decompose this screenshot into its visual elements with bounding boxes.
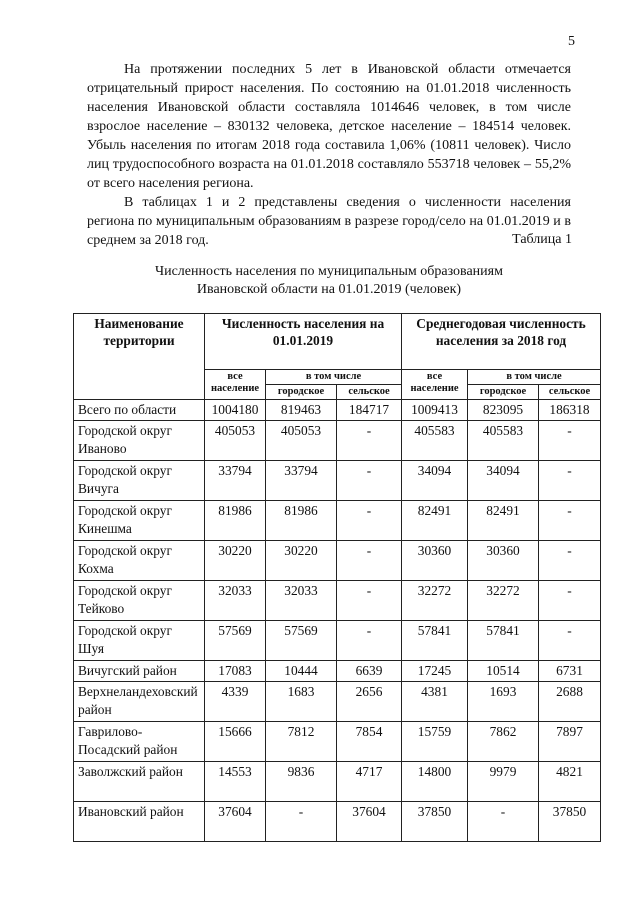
- territory-name-cell: Всего по области: [74, 400, 205, 421]
- value-cell-v3: -: [337, 461, 402, 501]
- value-cell-v3: 37604: [337, 802, 402, 842]
- value-cell-v1: 4339: [205, 682, 266, 722]
- value-cell-v2: 9836: [266, 762, 337, 802]
- value-cell-v4: 82491: [402, 501, 468, 541]
- value-cell-v4: 32272: [402, 581, 468, 621]
- table-row: [74, 461, 601, 501]
- value-cell-v1: 30220: [205, 541, 266, 581]
- value-cell-v4: 1009413: [402, 400, 468, 421]
- value-cell-v2: 7812: [266, 722, 337, 762]
- header-urban-2018: городское: [468, 385, 539, 400]
- value-cell-v6: 2688: [539, 682, 601, 722]
- value-cell-v3: 2656: [337, 682, 402, 722]
- value-cell-v4: 17245: [402, 661, 468, 682]
- value-cell-v5: -: [468, 802, 539, 842]
- territory-name-cell: Городской округ Шуя: [74, 621, 205, 661]
- table-row: [74, 400, 601, 421]
- territory-name-cell: Вичугский район: [74, 661, 205, 682]
- table-row: [74, 682, 601, 722]
- territory-name-cell: Городской округ Иваново: [74, 421, 205, 461]
- value-cell-v1: 405053: [205, 421, 266, 461]
- table-row: [74, 802, 601, 842]
- table-row: [74, 722, 601, 762]
- value-cell-v6: 4821: [539, 762, 601, 802]
- value-cell-v2: -: [266, 802, 337, 842]
- value-cell-v1: 1004180: [205, 400, 266, 421]
- value-cell-v6: -: [539, 541, 601, 581]
- population-table: [73, 313, 601, 842]
- value-cell-v6: 6731: [539, 661, 601, 682]
- header-average-2018: Среднегодовая численность населения за 2018 год: [402, 314, 601, 370]
- territory-name-cell: Заволжский район: [74, 762, 205, 802]
- value-cell-v6: -: [539, 421, 601, 461]
- value-cell-v5: 34094: [468, 461, 539, 501]
- value-cell-v6: -: [539, 621, 601, 661]
- table-row: [74, 581, 601, 621]
- value-cell-v1: 15666: [205, 722, 266, 762]
- territory-name-cell: Верхнеландеховский район: [74, 682, 205, 722]
- value-cell-v2: 1683: [266, 682, 337, 722]
- table-row: [74, 661, 601, 682]
- header-including-2018: в том числе: [468, 370, 601, 385]
- value-cell-v5: 823095: [468, 400, 539, 421]
- header-territory-name: Наименование территории: [74, 314, 205, 400]
- table-label: Таблица 1: [512, 232, 572, 247]
- table-row: [74, 621, 601, 661]
- value-cell-v5: 10514: [468, 661, 539, 682]
- value-cell-v2: 30220: [266, 541, 337, 581]
- table-row: [74, 541, 601, 581]
- value-cell-v2: 57569: [266, 621, 337, 661]
- value-cell-v6: 186318: [539, 400, 601, 421]
- territory-name-cell: Ивановский район: [74, 802, 205, 842]
- value-cell-v3: -: [337, 501, 402, 541]
- value-cell-v4: 14800: [402, 762, 468, 802]
- value-cell-v4: 405583: [402, 421, 468, 461]
- table-caption-line-1: Численность населения по муниципальным образованиям: [155, 264, 503, 279]
- header-all-population-2019: все население: [205, 370, 266, 400]
- value-cell-v6: -: [539, 461, 601, 501]
- value-cell-v2: 405053: [266, 421, 337, 461]
- territory-name-cell: Городской округ Кохма: [74, 541, 205, 581]
- value-cell-v4: 15759: [402, 722, 468, 762]
- header-population-2019: Численность населения на 01.01.2019: [205, 314, 402, 370]
- table-row: [74, 421, 601, 461]
- value-cell-v1: 17083: [205, 661, 266, 682]
- table-row: [74, 762, 601, 802]
- value-cell-v1: 81986: [205, 501, 266, 541]
- paragraph-population-decline: На протяжении последних 5 лет в Ивановской области отмечается отрицательный прирост населения. По состоянию на 01.01.2018 численность населения Ивановской области составляла 1014646 человек, в том числе взрослое население – 830132 человека, детское население – 184514 человек. Убыль населения по итогам 2018 года составила 1,06% (10811 человек). Число лиц трудоспособного возраста на 01.01.2018 составляло 553718 человек – 55,2% от всего населения региона.: [87, 62, 571, 191]
- value-cell-v1: 33794: [205, 461, 266, 501]
- value-cell-v4: 4381: [402, 682, 468, 722]
- value-cell-v6: 37850: [539, 802, 601, 842]
- value-cell-v6: -: [539, 581, 601, 621]
- value-cell-v1: 32033: [205, 581, 266, 621]
- value-cell-v5: 32272: [468, 581, 539, 621]
- value-cell-v4: 34094: [402, 461, 468, 501]
- value-cell-v2: 819463: [266, 400, 337, 421]
- value-cell-v5: 57841: [468, 621, 539, 661]
- value-cell-v3: 4717: [337, 762, 402, 802]
- value-cell-v3: 6639: [337, 661, 402, 682]
- value-cell-v1: 57569: [205, 621, 266, 661]
- paragraph-tables-intro: В таблицах 1 и 2 представлены сведения о численности населения региона по муниципальным образованиям в разрезе город/село на 01.01.2019 и в среднем за 2018 год.: [87, 195, 571, 248]
- value-cell-v6: 7897: [539, 722, 601, 762]
- value-cell-v3: -: [337, 541, 402, 581]
- value-cell-v3: 184717: [337, 400, 402, 421]
- value-cell-v4: 30360: [402, 541, 468, 581]
- header-urban-2019: городское: [266, 385, 337, 400]
- value-cell-v5: 405583: [468, 421, 539, 461]
- value-cell-v3: 7854: [337, 722, 402, 762]
- value-cell-v4: 57841: [402, 621, 468, 661]
- body-text: [87, 60, 571, 250]
- value-cell-v3: -: [337, 621, 402, 661]
- table-caption: [87, 263, 571, 299]
- value-cell-v5: 30360: [468, 541, 539, 581]
- value-cell-v5: 7862: [468, 722, 539, 762]
- value-cell-v1: 37604: [205, 802, 266, 842]
- territory-name-cell: Городской округ Вичуга: [74, 461, 205, 501]
- value-cell-v2: 32033: [266, 581, 337, 621]
- territory-name-cell: Городской округ Кинешма: [74, 501, 205, 541]
- header-including-2019: в том числе: [266, 370, 402, 385]
- table-caption-line-2: Ивановской области на 01.01.2019 (человек): [196, 282, 462, 297]
- value-cell-v2: 81986: [266, 501, 337, 541]
- header-rural-2018: сельское: [539, 385, 601, 400]
- table-row: [74, 501, 601, 541]
- table-body: [74, 400, 601, 842]
- value-cell-v2: 33794: [266, 461, 337, 501]
- value-cell-v3: -: [337, 581, 402, 621]
- value-cell-v4: 37850: [402, 802, 468, 842]
- territory-name-cell: Городской округ Тейково: [74, 581, 205, 621]
- value-cell-v1: 14553: [205, 762, 266, 802]
- value-cell-v3: -: [337, 421, 402, 461]
- value-cell-v5: 9979: [468, 762, 539, 802]
- header-all-population-2018: все население: [402, 370, 468, 400]
- territory-name-cell: Гаврилово-Посадский район: [74, 722, 205, 762]
- header-rural-2019: сельское: [337, 385, 402, 400]
- value-cell-v5: 82491: [468, 501, 539, 541]
- value-cell-v5: 1693: [468, 682, 539, 722]
- page-number: 5: [568, 34, 575, 49]
- value-cell-v2: 10444: [266, 661, 337, 682]
- value-cell-v6: -: [539, 501, 601, 541]
